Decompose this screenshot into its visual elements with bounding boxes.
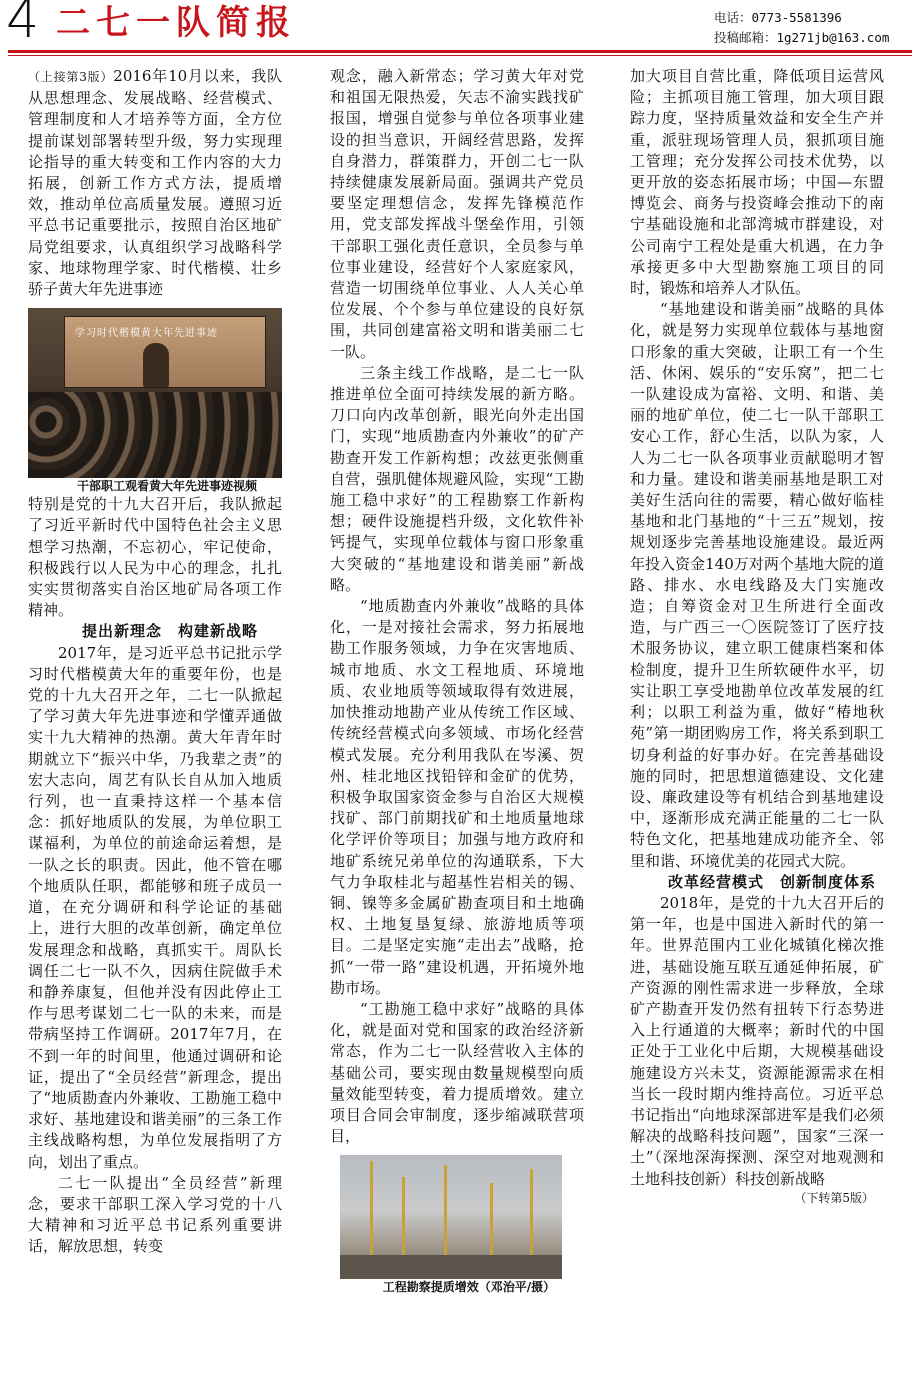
screen-text: 学习时代楷模黄大年先进事迹 bbox=[75, 328, 218, 340]
continued-on-note: （下转第5版） bbox=[794, 1190, 874, 1205]
article-paragraph: “工勘施工稳中求好”战略的具体化，就是面对党和国家的政治经济新常态，作为二七一队经营收入主体的基础公司，要实现由数量规模型向质量效能型转变，着力提质增效。建立项目合同会审制度，逐步缩减联营项目， bbox=[330, 999, 584, 1146]
section-heading: 提出新理念 构建新战略 bbox=[81, 622, 258, 641]
column-1 bbox=[28, 66, 282, 1258]
drill-rig-mast bbox=[444, 1165, 447, 1261]
speaker-figure bbox=[143, 343, 169, 387]
contact-info bbox=[714, 8, 910, 48]
drill-rig-mast bbox=[402, 1177, 405, 1261]
photo-caption: 干部职工观看黄大年先进事迹视频 bbox=[76, 479, 257, 494]
photo-drilling-rigs bbox=[340, 1155, 562, 1279]
header-rule-thin bbox=[8, 55, 912, 56]
phone-line: 电话：0773-5581396 bbox=[714, 10, 842, 25]
drill-rig-mast bbox=[530, 1169, 533, 1261]
article-paragraph: 2018年，是党的十九大召开后的第一年，也是中国进入新时代的第一年。世界范围内工业化城镇化梯次推进，基础设施互联互通延伸拓展，矿产资源的刚性需求进一步释放，全球矿产勘查开发仍然有扭转下行态势进入上行通道的大概率；新时代的中国正处于工业化中后期，大规模基础设施建设方兴未艾，资源能源需求在相当长一段时期内维持高位。习近平总书记指出“向地球深部进军是我们必须解决的战略科技问题”，国家“三深一土”（深地深海探测、深空对地观测和土地科技创新）科技创新战略 bbox=[630, 893, 884, 1188]
page-header bbox=[0, 0, 920, 56]
page-number: 4 bbox=[6, 0, 40, 50]
paragraph-text: 2016年10月以来，我队从思想理念、发展战略、经营模式、管理制度和人才培养等方面，全方位提前谋划部署转型升级，努力实现理论指导的重大转变和工作内容的大力拓展，创新工作方式方法，提质增效，推动单位高质量发展。遵照习近平总书记重要批示，按照自治区地矿局党组要求，认真组织学习战略科学家、地球物理学家、时代楷模、壮乡骄子黄大年先进事迹 bbox=[28, 67, 282, 299]
photo-caption: 工程勘察提质增效（邓治平/摄） bbox=[382, 1280, 556, 1295]
header-rule-thick bbox=[8, 50, 912, 53]
projection-screen bbox=[64, 316, 266, 388]
email-line: 投稿邮箱：1g271jb@163.com bbox=[714, 30, 890, 45]
article-paragraph: “地质勘查内外兼收”战略的具体化，一是对接社会需求，努力拓展地勘工作服务领域，力争在灾害地质、城市地质、水文工程地质、环境地质、农业地质等领域取得有效进展，加快推动地勘产业从传统工作区域、传统经营模式向多领域、市场化经营模式发展。充分利用我队在岑溪、贺州、桂北地区找铅锌和金矿的优势，积极争取国家资金参与自治区大规模找矿、部门前期找矿和土地质量地球化学评价等项目；加强与地方政府和地矿系统兄弟单位的沟通联系，下大气力争取桂北与超基性岩相关的锡、铜、镍等多金属矿勘查项目和土地确权、土地复垦复绿、旅游地质等项目。二是坚定实施“走出去”战略，抢抓“一带一路”建设机遇，开拓境外地勘市场。 bbox=[330, 597, 584, 997]
article-paragraph: 2017年，是习近平总书记批示学习时代楷模黄大年的重要年份，也是党的十九大召开之年，二七一队掀起了学习黄大年先进事迹和学懂弄通做实十九大精神的热潮。黄大年青年时期就立下“振兴中华，乃我辈之责”的宏大志向，周艺有队长自从加入地质行列，也一直秉持这样一个基本信念：抓好地质队的发展，为单位职工谋福利，为单位的前途命运着想，是一队之长的职责。因此，他不管在哪个地质队任职，都能够和班子成员一道，在充分调研和科学论证的基础上，进行大胆的改革创新，确定单位发展理念和战略，真抓实干。周队长调任二七一队不久，因病住院做手术和静养康复，但他并没有因此停止工作与思考谋划二七一队的未来，而是带病坚持工作调研。2017年7月，在不到一年的时间里，他通过调研和论证，提出了“全员经营”新理念，提出了“地质勘查内外兼收、工勘施工稳中求好、基地建设和谐美丽”的三条工作主线战略构想，为单位发展指明了方向，划出了重点。 bbox=[28, 643, 282, 1171]
section-heading: 改革经营模式 创新制度体系 bbox=[667, 872, 876, 891]
drill-rig-mast bbox=[490, 1183, 493, 1261]
drill-rig-mast bbox=[370, 1161, 373, 1261]
article-paragraph bbox=[28, 66, 282, 300]
construction-ground bbox=[340, 1255, 562, 1279]
column-2 bbox=[330, 66, 584, 1295]
article-paragraph: 二七一队提出“全员经营”新理念，要求干部职工深入学习党的十八大精神和习近平总书记系列重要讲话，解放思想，转变 bbox=[28, 1173, 282, 1256]
audience-silhouettes bbox=[28, 392, 282, 478]
article-paragraph: “基地建设和谐美丽”战略的具体化，就是努力实现单位载体与基地窗口形象的重大突破，让职工有一个生活、休闲、娱乐的“安乐窝”，把二七一队建设成为富裕、文明、和谐、美丽的地矿单位，使二七一队干部职工安心工作，舒心生活，以队为家，人人为二七一队各项事业贡献聪明才智和力量。建设和谐美丽基地是职工对美好生活向往的需要，精心做好临桂基地和北门基地的“十三五”规划，按规划逐步完善基地设施建设。最近两年投入资金140万对两个基地大院的道路、排水、水电线路及大门实施改造；自筹资金对卫生所进行全面改造，与广西三一〇医院签订了医疗技术服务协议，建立职工健康档案和体检制度，提升卫生所软硬件水平，切实让职工享受地勘单位改革发展的红利；以职工利益为重，做好“椿地秋苑”第一期团购房工作，将关系到职工切身利益的好事办好。在完善基础设施的同时，把思想道德建设、文化建设、廉政建设等有机结合到基地建设中，逐渐形成充满正能量的二七一队特色文化，把基地建成功能齐全、邻里和谐、环境优美的花园式大院。 bbox=[630, 300, 884, 870]
article-paragraph: 三条主线工作战略，是二七一队推进单位全面可持续发展的新方略。刀口向内改革创新，眼光向外走出国门，实现“地质勘查内外兼收”的矿产勘查开发工作新构想；改兹更张侧重自营，强肌健体规避风险，实现“工勘施工稳中求好”的工程勘察工作新构想；硬件设施提档升级，文化软件补钙提气，实现单位载体与窗口形象重大突破的“基地建设和谐美丽”新战略。 bbox=[330, 363, 584, 594]
article-paragraph: 特别是党的十九大召开后，我队掀起了习近平新时代中国特色社会主义思想学习热潮，不忘初心，牢记使命，积极践行以人民为中心的理念，扎扎实实贯彻落实自治区地矿局各项工作精神。 bbox=[28, 495, 282, 620]
continued-from-note: （上接第3版） bbox=[28, 70, 114, 84]
masthead-title: 二七一队简报 bbox=[56, 3, 296, 43]
article-paragraph: 观念，融入新常态；学习黄大年对党和祖国无限热爱，矢志不渝实践找矿报国，增强自觉参与单位各项事业建设的担当意识，开阔经营思路，发挥自身潜力，群策群力，开创二七一队持续健康发展新局面。强调共产党员要坚定理想信念，发挥先锋模范作用，党支部发挥战斗堡垒作用，引领干部职工强化责任意识，全员参与单位事业建设，经营好个人家庭家风，营造一切围绕单位事业、人人关心单位发展、个个参与单位建设的良好氛围，共同创建富裕文明和谐美丽二七一队。 bbox=[330, 67, 584, 361]
photo-audience-watching-video bbox=[28, 308, 282, 478]
article-paragraph: 加大项目自营比重，降低项目运营风险；主抓项目施工管理，加大项目跟踪力度，坚持质量效益和安全生产并重，派驻现场管理人员，狠抓项目施工管理；充分发挥公司技术优势，以更开放的姿态拓展市场；中国—东盟博览会、商务与投资峰会推动下的南宁基础设施和北部湾城市群建设，对公司南宁工程处是重大机遇，在力争承接更多中大型勘察施工项目的同时，锻炼和培养人才队伍。 bbox=[630, 67, 884, 298]
column-3 bbox=[630, 66, 884, 1206]
